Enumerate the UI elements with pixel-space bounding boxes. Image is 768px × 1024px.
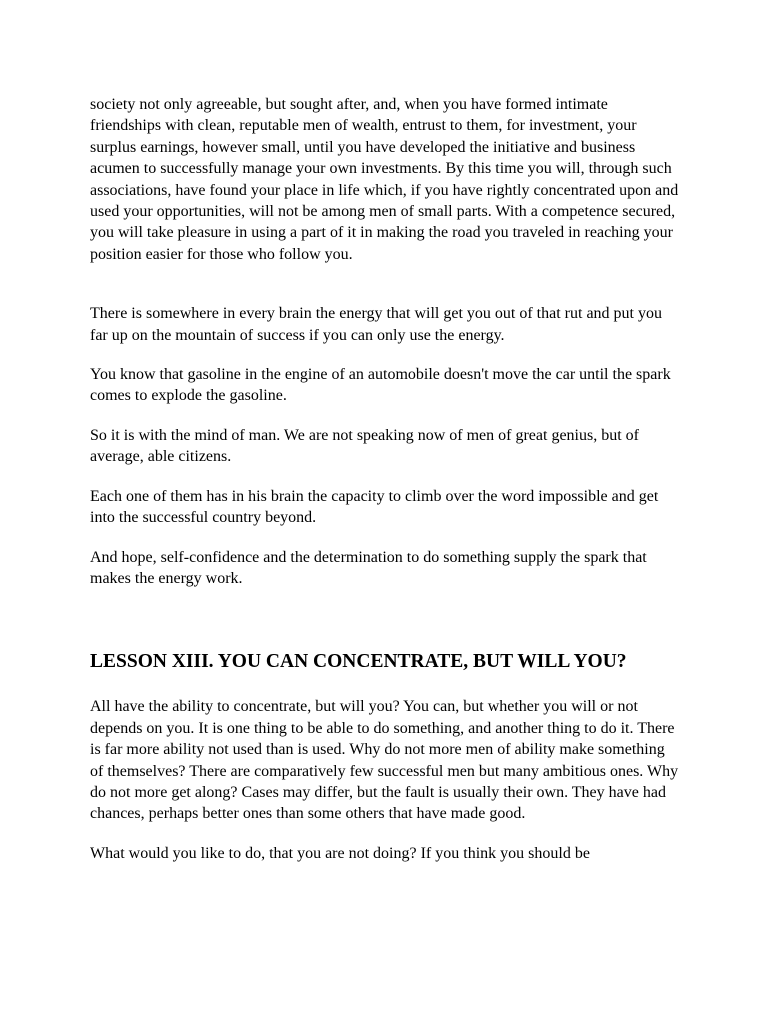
paragraph: society not only agreeable, but sought after, and, when you have formed intimate friendships with clean, reputable men of wealth, entrust to them, for investment, your surplus earnings, however small, until you have developed the initiative and business acumen to successfully manage your own investments. By this time you will, through such associations, have found your place in life which, if you have rightly concentrated upon and used your opportunities, will not be among men of small parts. With a competence secured, you will take pleasure in using a part of it in making the road you traveled in reaching your position easier for those who follow you. <box>90 96 679 263</box>
lesson-heading: LESSON XIII. YOU CAN CONCENTRATE, BUT WILL YOU? <box>90 651 627 673</box>
page-content <box>90 94 682 864</box>
paragraph: You know that gasoline in the engine of an automobile doesn't move the car until the spark comes to explode the gasoline. <box>90 366 671 405</box>
paragraph: What would you like to do, that you are not doing? If you think you should be <box>90 844 590 862</box>
paragraph: Each one of them has in his brain the capacity to climb over the word impossible and get into the successful country beyond. <box>90 487 659 527</box>
paragraph: And hope, self-confidence and the determination to do something supply the spark that makes the energy work. <box>90 548 647 587</box>
paragraph: All have the ability to concentrate, but will you? You can, but whether you will or not depends on you. It is one thing to be able to do something, and another thing to do it. There is far more ability not used than is used. Why do not more men of ability make something of themselves? There are comparatively few successful men but many ambitious ones. Why do not more get along? Cases may differ, but the fault is usually their own. They have had chances, perhaps better ones than some others that have made good. <box>90 698 679 823</box>
paragraph: There is somewhere in every brain the energy that will get you out of that rut and put you far up on the mountain of success if you can only use the energy. <box>90 305 662 344</box>
paragraph: So it is with the mind of man. We are not speaking now of men of great genius, but of average, able citizens. <box>90 426 639 466</box>
